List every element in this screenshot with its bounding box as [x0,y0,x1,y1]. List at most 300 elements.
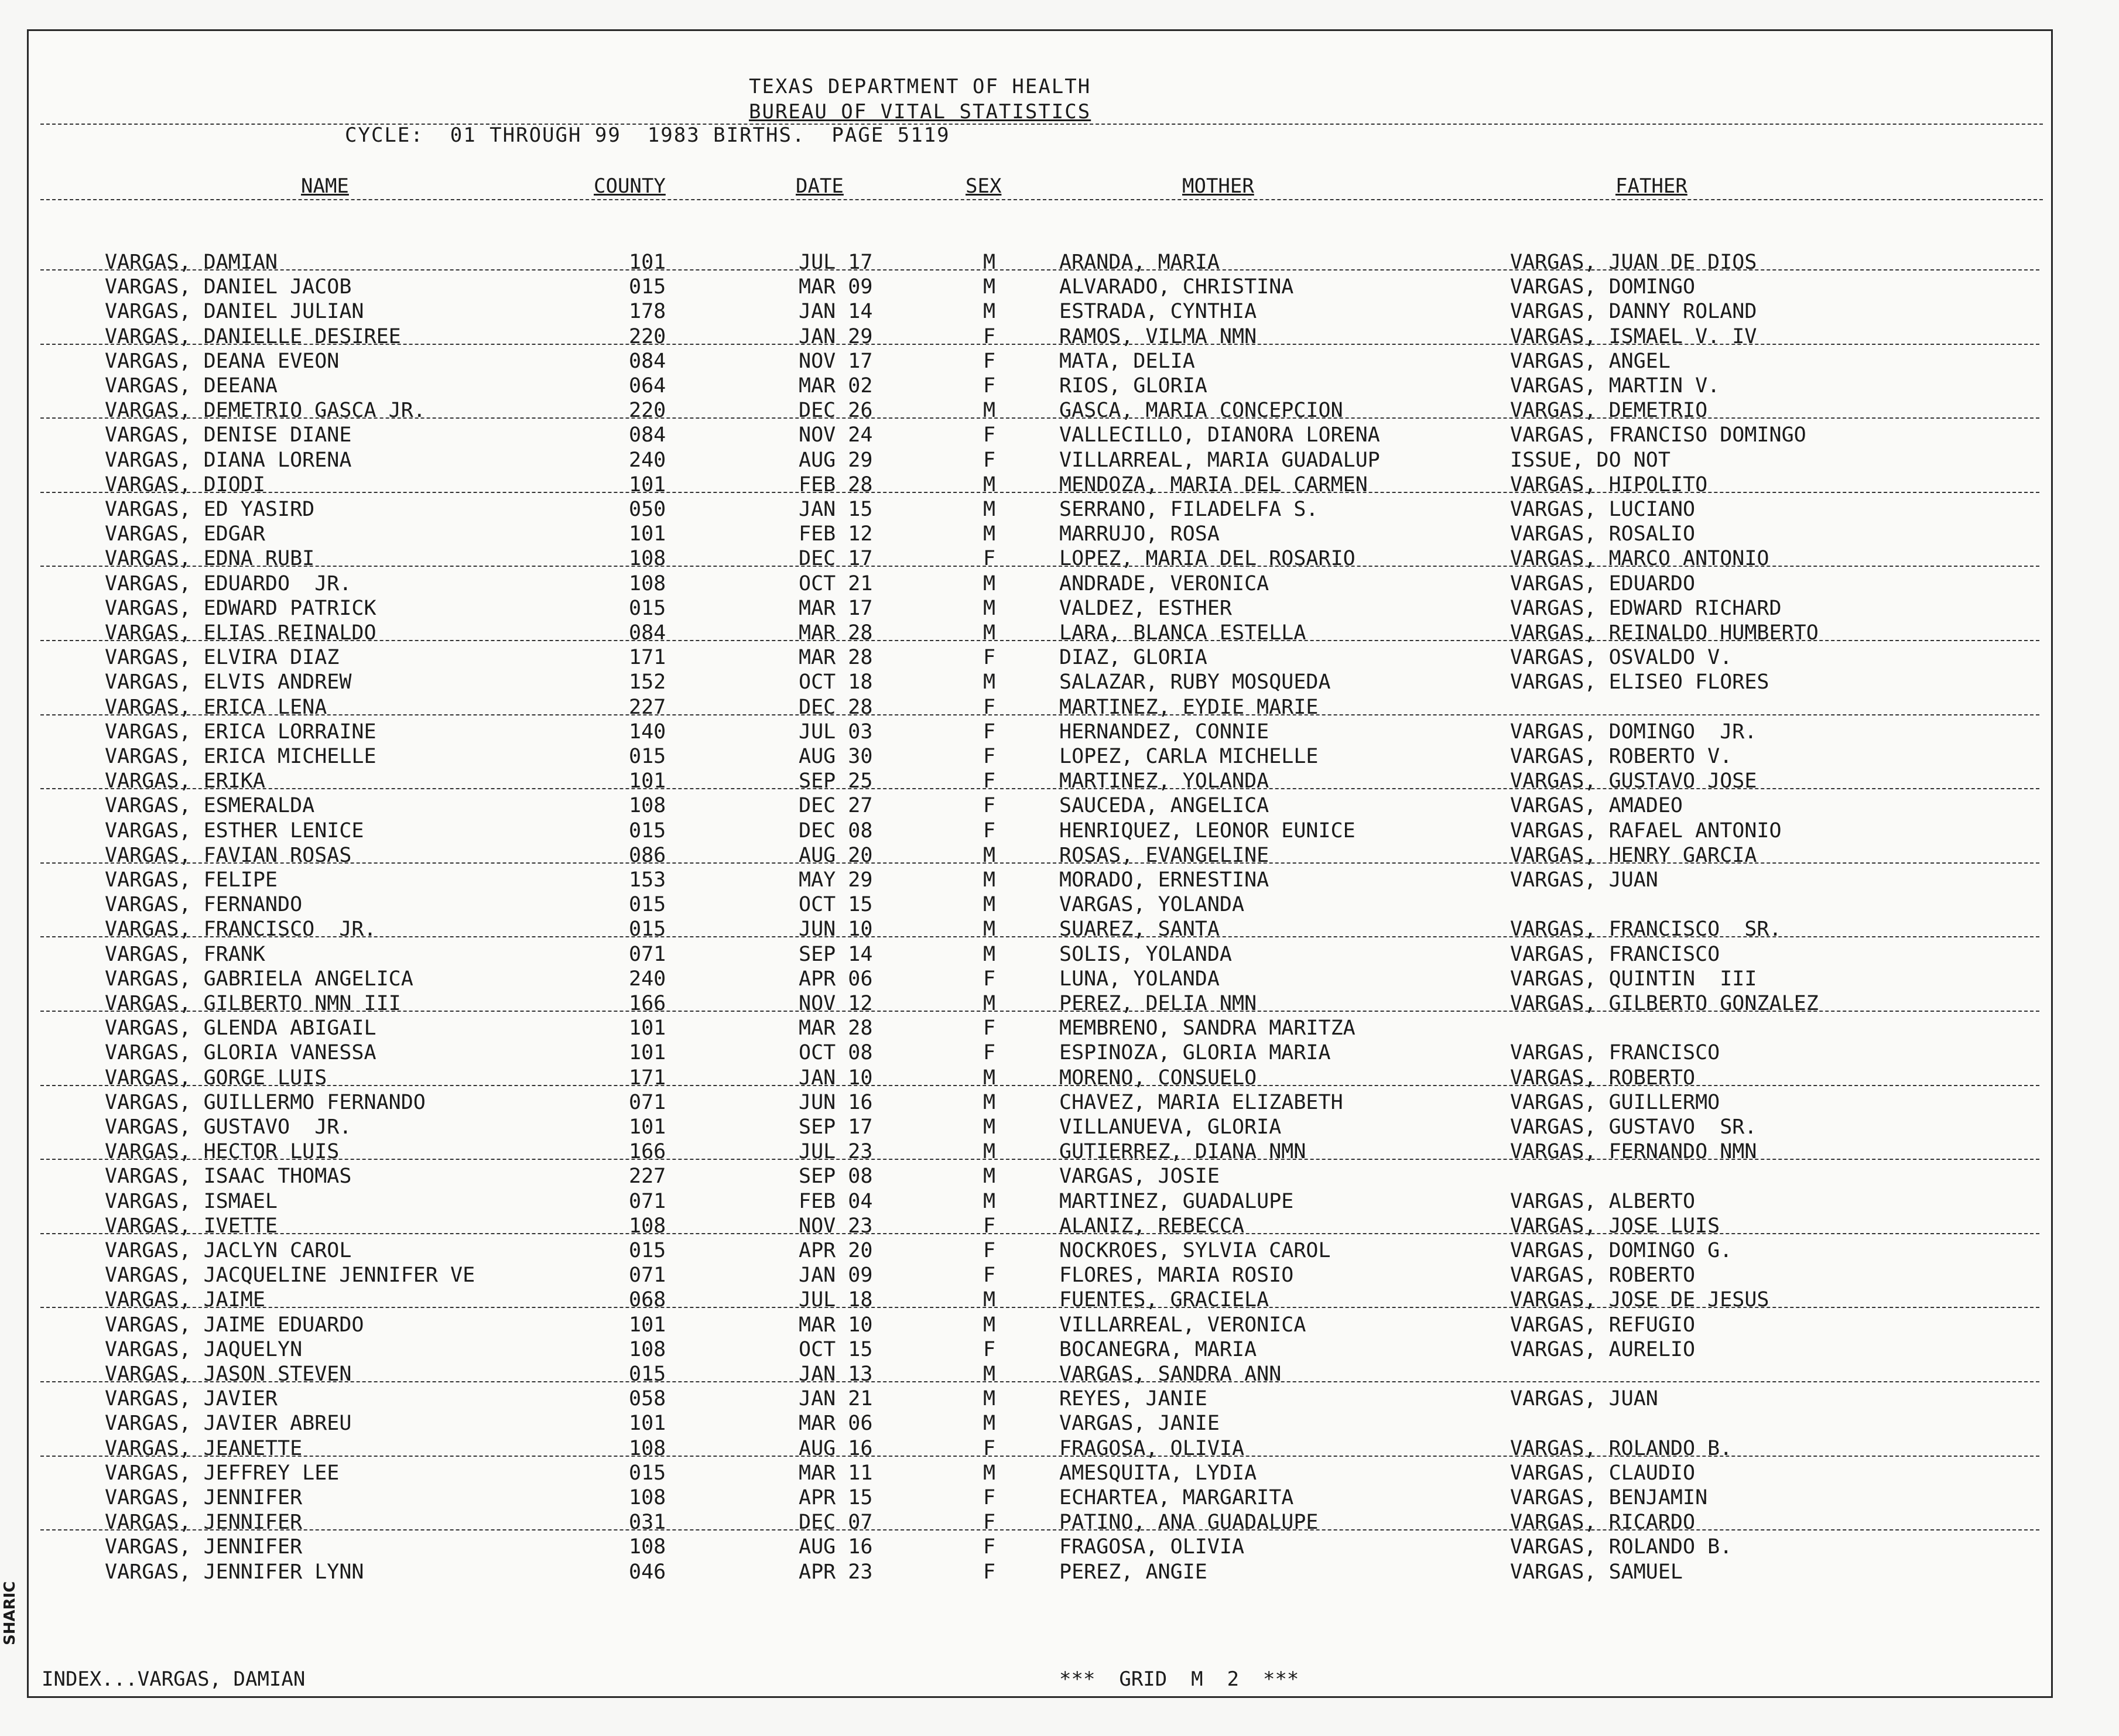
table-row [29,696,2051,720]
cell-date: OCT 08 [799,1041,873,1065]
table-row [29,1313,2051,1338]
cell-county: 153 [629,868,666,892]
cell-mother: RAMOS, VILMA NMN [1059,324,1257,348]
cell-mother: REYES, JANIE [1059,1387,1207,1411]
cell-mother: VALLECILLO, DIANORA LORENA [1059,423,1380,447]
cell-sex: F [983,720,996,744]
cell-mother: FLORES, MARIA ROSIO [1059,1264,1294,1288]
cell-name: VARGAS, IVETTE [105,1214,278,1238]
cell-mother: BOCANEGRA, MARIA [1059,1337,1257,1361]
cell-date: JAN 10 [799,1066,873,1090]
cell-sex: M [983,1189,996,1213]
cell-father: VARGAS, SAMUEL [1510,1560,1683,1584]
cell-father: VARGAS, OSVALDO V. [1510,646,1733,670]
cell-date: DEC 27 [799,794,873,818]
cell-name: VARGAS, DANIEL JULIAN [105,300,364,324]
cell-county: 071 [629,942,666,966]
cell-sex: M [983,1362,996,1386]
cell-name: VARGAS, DENISE DIANE [105,423,352,447]
cell-sex: F [983,1239,996,1262]
cell-name: VARGAS, DIODI [105,472,265,497]
cell-father: VARGAS, DOMINGO [1510,275,1696,299]
cell-father: ISSUE, DO NOT [1510,448,1670,472]
cell-mother: ROSAS, EVANGELINE [1059,843,1269,867]
cell-date: DEC 28 [799,695,873,719]
table-row [29,794,2051,819]
table-row [29,399,2051,423]
cell-county: 220 [629,324,666,348]
cell-county: 071 [629,1264,666,1288]
cell-date: JUN 16 [799,1090,873,1114]
cell-mother: LOPEZ, CARLA MICHELLE [1059,745,1319,768]
column-header-date: DATE [796,174,844,198]
cell-mother: VARGAS, JOSIE [1059,1165,1220,1189]
cell-date: JAN 15 [799,498,873,521]
cell-county: 015 [629,819,666,843]
cell-name: VARGAS, ISMAEL [105,1189,278,1213]
cell-mother: FRAGOSA, OLIVIA [1059,1436,1245,1460]
cell-county: 101 [629,1412,666,1436]
cell-mother: SALAZAR, RUBY MOSQUEDA [1059,670,1331,694]
table-row [29,1140,2051,1165]
cell-name: VARGAS, GUILLERMO FERNANDO [105,1090,426,1114]
cell-date: NOV 12 [799,992,873,1015]
cell-father: VARGAS, DEMETRIO [1510,399,1708,423]
cell-mother: SAUCEDA, ANGELICA [1059,794,1269,818]
cell-father: VARGAS, JUAN [1510,1387,1658,1411]
cell-county: 084 [629,349,666,373]
cell-sex: F [983,1560,996,1584]
cell-sex: F [983,423,996,447]
header-subtitle: BUREAU OF VITAL STATISTICS [749,100,1091,124]
cell-name: VARGAS, ESMERALDA [105,794,315,818]
cell-sex: F [983,1214,996,1238]
cell-county: 058 [629,1387,666,1411]
cell-sex: F [983,695,996,719]
cell-name: VARGAS, DAMIAN [105,251,278,274]
cell-county: 108 [629,1486,666,1509]
cell-father: VARGAS, ELISEO FLORES [1510,670,1769,694]
cell-county: 071 [629,1090,666,1114]
cell-sex: M [983,399,996,423]
header-title: TEXAS DEPARTMENT OF HEALTH [749,75,1091,98]
cell-father: VARGAS, FRANCISCO SR. [1510,917,1782,941]
cell-mother: ANDRADE, VERONICA [1059,571,1269,595]
cell-county: 086 [629,843,666,867]
cell-mother: FRAGOSA, OLIVIA [1059,1535,1245,1559]
cell-sex: F [983,819,996,843]
cell-mother: MORADO, ERNESTINA [1059,868,1269,892]
cell-father: VARGAS, JUAN DE DIOS [1510,251,1757,274]
column-header-sex: SEX [966,174,1002,198]
cell-county: 101 [629,1115,666,1139]
cell-name: VARGAS, GUSTAVO JR. [105,1115,352,1139]
table-row [29,720,2051,745]
cell-father: VARGAS, HIPOLITO [1510,472,1708,497]
cell-county: 071 [629,1189,666,1213]
cell-sex: M [983,275,996,299]
cell-date: JUL 03 [799,720,873,744]
cell-mother: HERNANDEZ, CONNIE [1059,720,1269,744]
cell-date: JAN 13 [799,1362,873,1386]
cell-mother: ESTRADA, CYNTHIA [1059,300,1257,324]
side-label: SHARIC [1,1581,19,1645]
cell-name: VARGAS, DEMETRIO GASCA JR. [105,399,426,423]
cell-sex: F [983,324,996,348]
cell-name: VARGAS, DIANA LORENA [105,448,352,472]
cell-mother: VALDEZ, ESTHER [1059,596,1233,620]
cell-sex: M [983,1115,996,1139]
cell-date: JUL 18 [799,1288,873,1312]
cell-mother: VILLANUEVA, GLORIA [1059,1115,1282,1139]
cell-county: 101 [629,1313,666,1337]
cell-county: 227 [629,695,666,719]
cell-date: AUG 29 [799,448,873,472]
table-row [29,498,2051,522]
table-row [29,868,2051,893]
cell-father: VARGAS, ISMAEL V. IV [1510,324,1757,348]
table-row [29,646,2051,670]
cell-mother: CHAVEZ, MARIA ELIZABETH [1059,1090,1343,1114]
cell-date: OCT 21 [799,571,873,595]
cell-name: VARGAS, JAIME EDUARDO [105,1313,364,1337]
cell-name: VARGAS, GLENDA ABIGAIL [105,1016,376,1040]
cell-name: VARGAS, EDNA RUBI [105,547,315,571]
cell-sex: F [983,769,996,793]
table-row [29,967,2051,992]
table-row [29,1016,2051,1041]
cell-sex: F [983,1337,996,1361]
cell-name: VARGAS, EDGAR [105,522,265,546]
table-row [29,374,2051,399]
cell-county: 015 [629,596,666,620]
cell-date: MAR 28 [799,1016,873,1040]
cell-sex: M [983,596,996,620]
cell-name: VARGAS, JACLYN CAROL [105,1239,352,1262]
cell-county: 171 [629,646,666,670]
cell-mother: HENRIQUEZ, LEONOR EUNICE [1059,819,1355,843]
table-row [29,1560,2051,1585]
cell-date: MAR 10 [799,1313,873,1337]
cell-mother: GUTIERREZ, DIANA NMN [1059,1140,1306,1164]
cell-county: 108 [629,547,666,571]
table-row [29,1486,2051,1511]
cell-date: OCT 18 [799,670,873,694]
cell-county: 015 [629,917,666,941]
cell-county: 101 [629,769,666,793]
cell-father: VARGAS, FRANCISCO [1510,1041,1720,1065]
cell-date: MAR 17 [799,596,873,620]
cell-county: 084 [629,423,666,447]
cell-father: VARGAS, QUINTIN III [1510,967,1757,991]
cell-county: 171 [629,1066,666,1090]
cell-mother: ESPINOZA, GLORIA MARIA [1059,1041,1331,1065]
cell-sex: M [983,498,996,521]
cell-mother: MARTINEZ, EYDIE MARIE [1059,695,1319,719]
cell-name: VARGAS, FERNANDO [105,893,303,917]
cell-sex: M [983,472,996,497]
table-row [29,1190,2051,1214]
cell-sex: F [983,448,996,472]
cell-sex: M [983,251,996,274]
cell-mother: MENDOZA, MARIA DEL CARMEN [1059,472,1368,497]
cell-mother: GASCA, MARIA CONCEPCION [1059,399,1343,423]
cell-father: VARGAS, ROLANDO B. [1510,1436,1733,1460]
cell-date: JUL 23 [799,1140,873,1164]
cell-county: 152 [629,670,666,694]
cell-mother: MORENO, CONSUELO [1059,1066,1257,1090]
cell-county: 015 [629,1461,666,1485]
table-row [29,572,2051,597]
cell-sex: M [983,1140,996,1164]
cell-mother: LARA, BLANCA ESTELLA [1059,621,1306,645]
cell-county: 240 [629,967,666,991]
cell-mother: SERRANO, FILADELFA S. [1059,498,1319,521]
cell-name: VARGAS, DEANA EVEON [105,349,340,373]
cell-date: OCT 15 [799,893,873,917]
cell-father: VARGAS, ANGEL [1510,349,1670,373]
cell-sex: F [983,349,996,373]
cell-father: VARGAS, ROBERTO [1510,1264,1696,1288]
cell-county: 108 [629,1214,666,1238]
cell-sex: F [983,1511,996,1535]
cell-date: MAY 29 [799,868,873,892]
cell-sex: F [983,374,996,398]
table-row [29,1412,2051,1436]
cell-father: VARGAS, ROLANDO B. [1510,1535,1733,1559]
table-row [29,893,2051,917]
cell-father: VARGAS, GUSTAVO JOSE [1510,769,1757,793]
cell-date: AUG 16 [799,1436,873,1460]
table-row [29,1288,2051,1313]
cell-mother: VARGAS, YOLANDA [1059,893,1245,917]
cell-mother: ECHARTEA, MARGARITA [1059,1486,1294,1509]
cell-county: 101 [629,251,666,274]
cell-name: VARGAS, JEFFREY LEE [105,1461,340,1485]
cell-county: 108 [629,1535,666,1559]
cell-name: VARGAS, ELVIS ANDREW [105,670,352,694]
birth-records-table [29,251,2051,1632]
cell-date: MAR 02 [799,374,873,398]
table-row [29,1165,2051,1189]
cell-name: VARGAS, JASON STEVEN [105,1362,352,1386]
cell-father: VARGAS, REFUGIO [1510,1313,1696,1337]
cell-mother: ALANIZ, REBECCA [1059,1214,1245,1238]
cell-sex: M [983,1387,996,1411]
cell-name: VARGAS, ERIKA [105,769,265,793]
cell-county: 015 [629,275,666,299]
cell-date: MAR 11 [799,1461,873,1485]
cell-sex: M [983,571,996,595]
cell-father: VARGAS, JOSE LUIS [1510,1214,1720,1238]
cell-sex: M [983,1066,996,1090]
cell-county: 068 [629,1288,666,1312]
cell-county: 015 [629,1362,666,1386]
cell-county: 166 [629,1140,666,1164]
cell-mother: FUENTES, GRACIELA [1059,1288,1269,1312]
cell-county: 101 [629,522,666,546]
cell-sex: M [983,843,996,867]
cell-name: VARGAS, ED YASIRD [105,498,315,521]
cell-father: VARGAS, RICARDO [1510,1511,1696,1535]
cell-father: VARGAS, DOMINGO G. [1510,1239,1733,1262]
cell-county: 108 [629,571,666,595]
cell-date: SEP 25 [799,769,873,793]
cell-name: VARGAS, ELVIRA DIAZ [105,646,340,670]
cell-mother: MARTINEZ, YOLANDA [1059,769,1269,793]
cell-county: 015 [629,893,666,917]
cell-father: VARGAS, EDWARD RICHARD [1510,596,1782,620]
cell-mother: MARRUJO, ROSA [1059,522,1220,546]
cell-father: VARGAS, BENJAMIN [1510,1486,1708,1509]
cell-date: MAR 28 [799,621,873,645]
cell-father: VARGAS, FERNANDO NMN [1510,1140,1757,1164]
cell-name: VARGAS, DANIEL JACOB [105,275,352,299]
cell-mother: ARANDA, MARIA [1059,251,1220,274]
cell-date: JAN 21 [799,1387,873,1411]
table-row [29,844,2051,868]
cell-father: VARGAS, ROBERTO [1510,1066,1696,1090]
cell-date: APR 20 [799,1239,873,1262]
cell-name: VARGAS, ELIAS REINALDO [105,621,376,645]
table-row [29,275,2051,300]
table-row [29,1362,2051,1387]
cell-county: 064 [629,374,666,398]
table-row [29,1387,2051,1412]
cell-mother: ALVARADO, CHRISTINA [1059,275,1294,299]
cell-sex: M [983,1165,996,1189]
table-row [29,423,2051,448]
cell-county: 227 [629,1165,666,1189]
cell-name: VARGAS, JAVIER ABREU [105,1412,352,1436]
cell-date: DEC 08 [799,819,873,843]
cell-sex: F [983,1436,996,1460]
cell-sex: M [983,942,996,966]
cell-father: VARGAS, FRANCISO DOMINGO [1510,423,1806,447]
cell-name: VARGAS, GLORIA VANESSA [105,1041,376,1065]
cell-county: 108 [629,1436,666,1460]
cell-county: 084 [629,621,666,645]
table-row [29,917,2051,942]
cell-father: VARGAS, JUAN [1510,868,1658,892]
cell-mother: RIOS, GLORIA [1059,374,1207,398]
cell-father: VARGAS, DOMINGO JR. [1510,720,1757,744]
cell-sex: M [983,621,996,645]
cell-sex: M [983,1313,996,1337]
cell-mother: VILLARREAL, MARIA GUADALUP [1059,448,1380,472]
cell-name: VARGAS, JENNIFER [105,1535,303,1559]
cell-county: 015 [629,745,666,768]
cell-sex: M [983,1090,996,1114]
footer-index: INDEX...VARGAS, DAMIAN [42,1667,306,1691]
cell-sex: F [983,794,996,818]
cell-father: VARGAS, DANNY ROLAND [1510,300,1757,324]
cell-sex: M [983,917,996,941]
cell-name: VARGAS, ERICA MICHELLE [105,745,376,768]
cell-mother: VARGAS, JANIE [1059,1412,1220,1436]
cell-county: 101 [629,472,666,497]
column-header-father: FATHER [1615,174,1687,198]
table-row [29,1511,2051,1535]
divider [40,124,2043,125]
table-row [29,1535,2051,1560]
cell-county: 050 [629,498,666,521]
cell-father: VARGAS, EDUARDO [1510,571,1696,595]
cell-father: VARGAS, GUSTAVO SR. [1510,1115,1757,1139]
cell-sex: M [983,893,996,917]
cell-county: 101 [629,1041,666,1065]
cell-mother: VILLARREAL, VERONICA [1059,1313,1306,1337]
cell-sex: F [983,745,996,768]
divider [40,199,2043,200]
cell-county: 046 [629,1560,666,1584]
cell-mother: SUAREZ, SANTA [1059,917,1220,941]
cell-sex: F [983,1535,996,1559]
table-row [29,1214,2051,1239]
cell-name: VARGAS, JAVIER [105,1387,278,1411]
table-row [29,1338,2051,1362]
cell-name: VARGAS, DEEANA [105,374,278,398]
cell-father: VARGAS, MARCO ANTONIO [1510,547,1769,571]
cell-name: VARGAS, JEANETTE [105,1436,303,1460]
cell-sex: M [983,992,996,1015]
cell-mother: VARGAS, SANDRA ANN [1059,1362,1282,1386]
cell-father: VARGAS, ALBERTO [1510,1189,1696,1213]
cell-name: VARGAS, JENNIFER LYNN [105,1560,364,1584]
cell-date: AUG 30 [799,745,873,768]
cell-name: VARGAS, FRANK [105,942,265,966]
table-row [29,1091,2051,1115]
cell-date: NOV 23 [799,1214,873,1238]
table-row [29,745,2051,769]
cell-date: DEC 26 [799,399,873,423]
table-row [29,819,2051,844]
table-row [29,621,2051,646]
cell-father: VARGAS, AMADEO [1510,794,1683,818]
table-row [29,943,2051,967]
cell-date: JUL 17 [799,251,873,274]
cell-date: JAN 09 [799,1264,873,1288]
cell-sex: F [983,1486,996,1509]
cell-sex: M [983,1461,996,1485]
cell-date: MAR 06 [799,1412,873,1436]
cell-name: VARGAS, JAIME [105,1288,265,1312]
cell-date: DEC 17 [799,547,873,571]
cell-mother: SOLIS, YOLANDA [1059,942,1233,966]
cell-father: VARGAS, HENRY GARCIA [1510,843,1757,867]
cell-date: MAR 09 [799,275,873,299]
cell-date: OCT 15 [799,1337,873,1361]
table-row [29,1115,2051,1140]
cell-date: APR 15 [799,1486,873,1509]
cell-mother: PEREZ, DELIA NMN [1059,992,1257,1015]
cell-mother: AMESQUITA, LYDIA [1059,1461,1257,1485]
cell-mother: MEMBRENO, SANDRA MARITZA [1059,1016,1355,1040]
table-row [29,1066,2051,1091]
cell-father: VARGAS, ROBERTO V. [1510,745,1733,768]
table-row [29,251,2051,275]
cell-county: 166 [629,992,666,1015]
cell-county: 140 [629,720,666,744]
cell-name: VARGAS, JENNIFER [105,1486,303,1509]
cell-county: 031 [629,1511,666,1535]
cell-date: JAN 29 [799,324,873,348]
table-row [29,473,2051,498]
cell-father: VARGAS, JOSE DE JESUS [1510,1288,1769,1312]
cell-county: 015 [629,1239,666,1262]
table-row [29,1239,2051,1264]
cell-sex: M [983,522,996,546]
